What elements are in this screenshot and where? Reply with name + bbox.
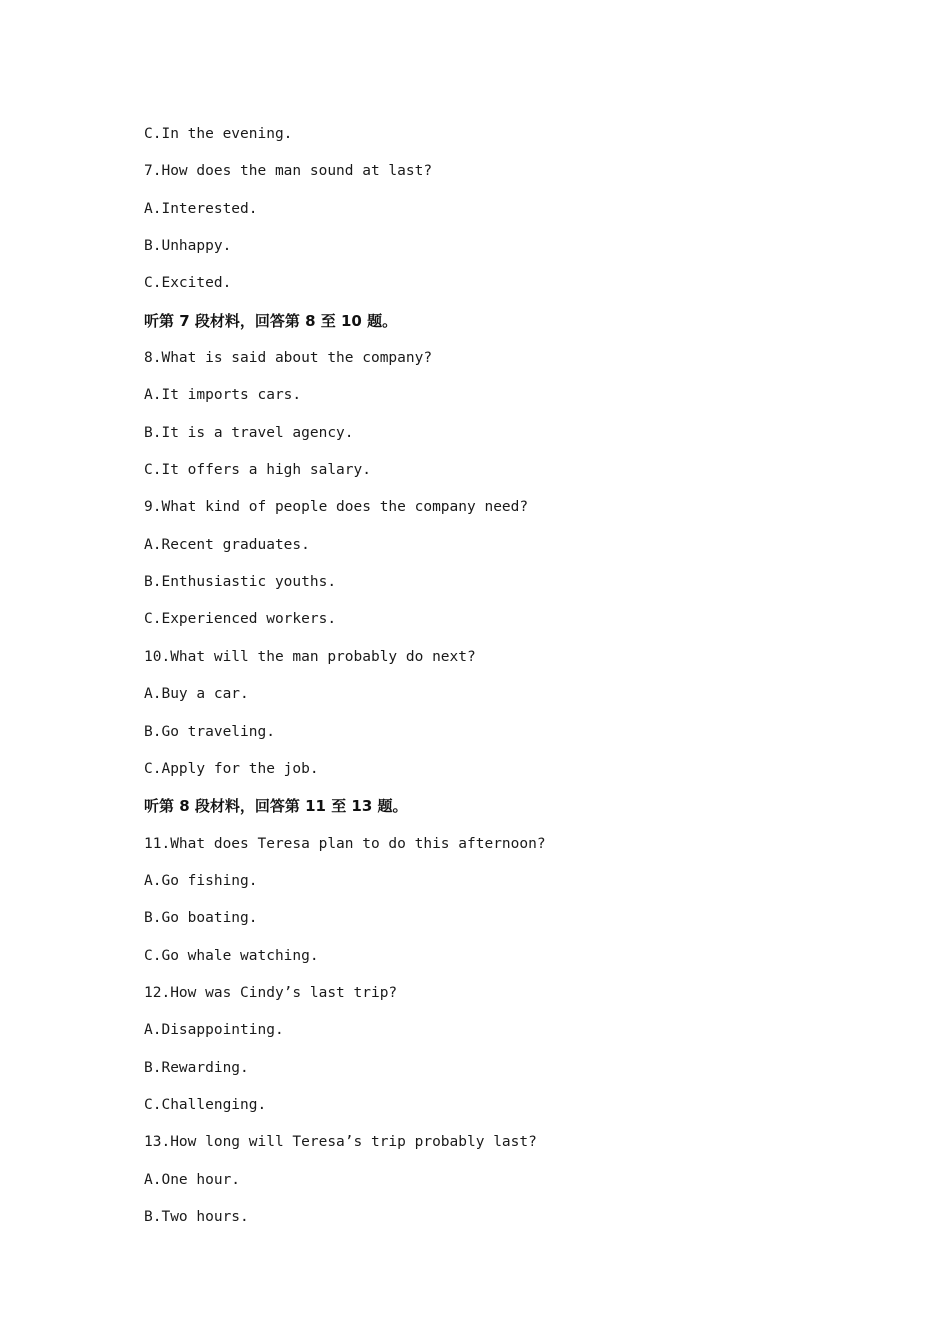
section-heading: 听第 7 段材料，回答第 8 至 10 题。: [144, 311, 398, 330]
answer-option: A.Recent graduates.: [144, 536, 310, 553]
answer-option: B.Go traveling.: [144, 723, 275, 740]
answer-option: A.It imports cars.: [144, 387, 302, 404]
question-text: 8.What is said about the company?: [144, 350, 433, 367]
question-text: 10.What will the man probably do next?: [144, 648, 476, 665]
answer-option: B.Unhappy.: [144, 238, 232, 255]
answer-option: B.Enthusiastic youths.: [144, 574, 337, 591]
exam-content: [144, 122, 890, 1242]
answer-option: C.Challenging.: [144, 1096, 267, 1113]
answer-option: A.Go fishing.: [144, 872, 258, 889]
answer-option: C.Experienced workers.: [144, 611, 337, 628]
answer-option: A.Buy a car.: [144, 686, 249, 703]
answer-option: B.Rewarding.: [144, 1059, 249, 1076]
answer-option: A.Disappointing.: [144, 1022, 284, 1039]
question-text: 11.What does Teresa plan to do this afternoon?: [144, 835, 546, 852]
question-text: 7.How does the man sound at last?: [144, 163, 433, 180]
answer-option: B.It is a travel agency.: [144, 424, 354, 441]
answer-option: C.In the evening.: [144, 126, 293, 142]
answer-option: A.Interested.: [144, 200, 258, 217]
answer-option: B.Two hours.: [144, 1208, 249, 1225]
question-text: 13.How long will Teresa’s trip probably last?: [144, 1134, 537, 1151]
section-heading: 听第 8 段材料，回答第 11 至 13 题。: [144, 797, 408, 816]
answer-option: B.Go boating.: [144, 910, 258, 927]
answer-option: C.Go whale watching.: [144, 947, 319, 964]
answer-option: C.Excited.: [144, 275, 232, 292]
question-text: 9.What kind of people does the company need?: [144, 499, 529, 516]
answer-option: C.It offers a high salary.: [144, 462, 371, 479]
answer-option: C.Apply for the job.: [144, 760, 319, 777]
question-text: 12.How was Cindy’s last trip?: [144, 984, 398, 1001]
answer-option: A.One hour.: [144, 1171, 241, 1188]
